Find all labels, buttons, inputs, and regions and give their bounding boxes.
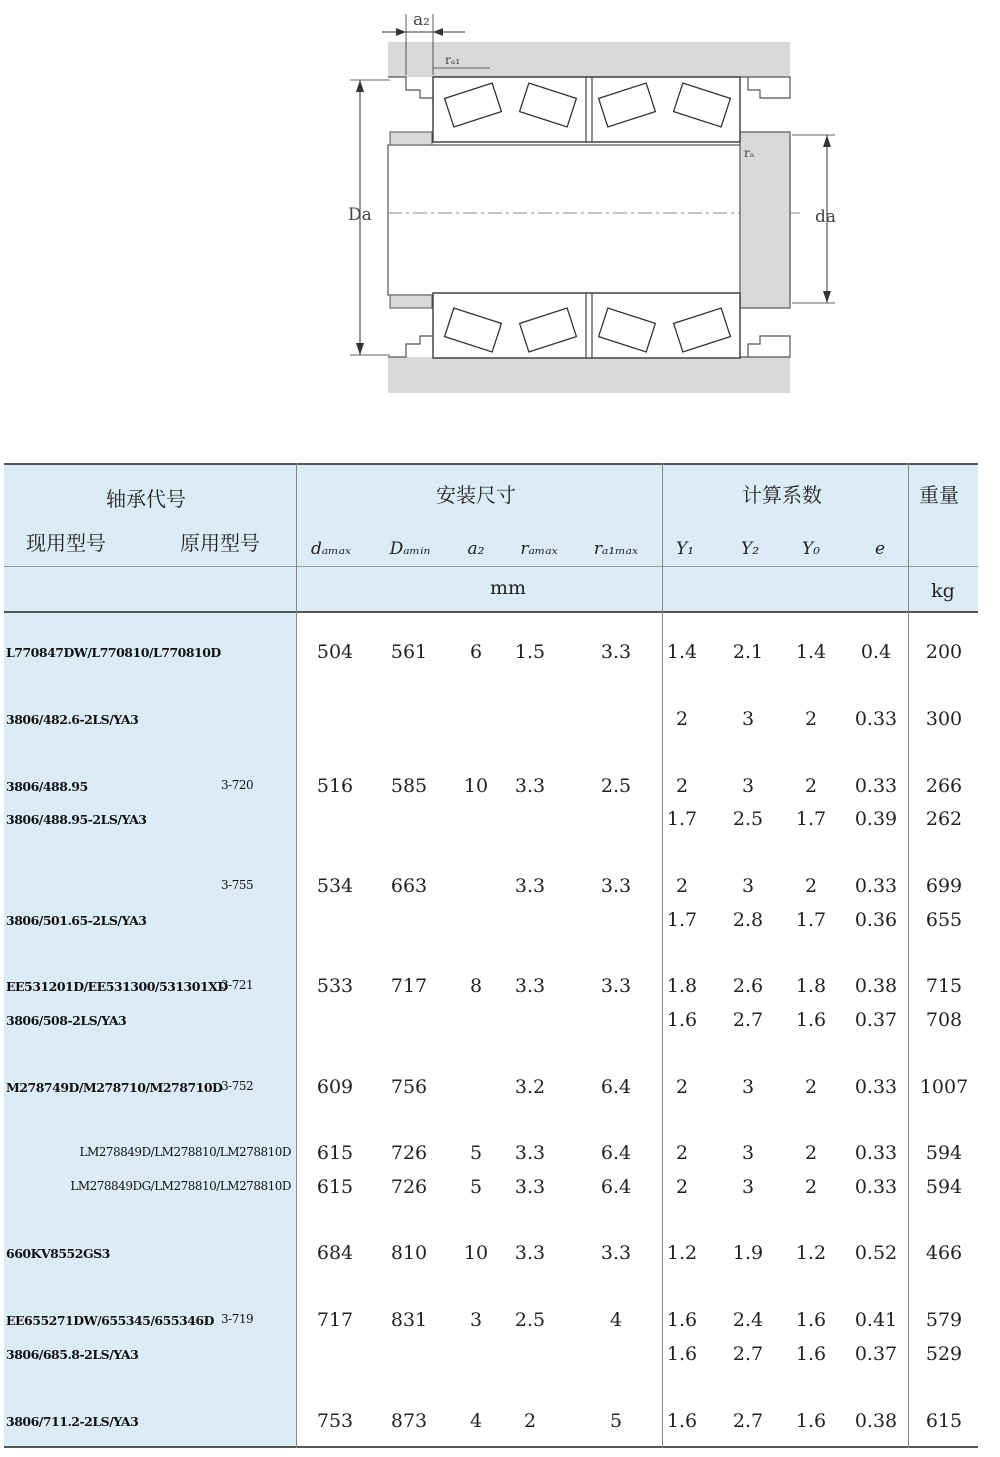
cell-y1: 1.8 bbox=[666, 975, 698, 997]
cell-e: 0.38 bbox=[854, 1410, 898, 1432]
cell-ramax: 3.3 bbox=[514, 1242, 546, 1264]
cell-kg: 262 bbox=[925, 808, 963, 830]
cell-ramax: 3.3 bbox=[514, 875, 546, 897]
cell-damax: 534 bbox=[316, 875, 354, 897]
header-current-model: 现用型号 bbox=[26, 531, 106, 555]
cell-y2: 2.5 bbox=[732, 808, 764, 830]
cell-damin: 726 bbox=[390, 1142, 428, 1164]
cell-ra1max: 5 bbox=[609, 1410, 623, 1432]
cell-y1: 2 bbox=[675, 708, 689, 730]
cell-damax: 615 bbox=[316, 1142, 354, 1164]
unit-kg: kg bbox=[931, 580, 955, 602]
cell-damin: 663 bbox=[390, 875, 428, 897]
cell-y2: 3 bbox=[741, 1076, 755, 1098]
header-calc-factors: 计算系数 bbox=[742, 483, 822, 507]
cell-a2: 5 bbox=[469, 1142, 483, 1164]
cell-kg: 708 bbox=[925, 1009, 963, 1031]
cell-kg: 615 bbox=[925, 1410, 963, 1432]
cell-damax: 717 bbox=[316, 1309, 354, 1331]
cell-y2: 3 bbox=[741, 775, 755, 797]
col-damax: dₐₘₐₓ bbox=[310, 539, 352, 559]
header-bg bbox=[297, 463, 978, 611]
cell-y0: 1.4 bbox=[795, 641, 827, 663]
cell-damin: 810 bbox=[390, 1242, 428, 1264]
cell-damax: 533 bbox=[316, 975, 354, 997]
cell-y2: 2.7 bbox=[732, 1009, 764, 1031]
cell-y1: 1.7 bbox=[666, 808, 698, 830]
cell-y0: 2 bbox=[804, 1076, 818, 1098]
cell-y0: 1.7 bbox=[795, 808, 827, 830]
cell-kg: 200 bbox=[925, 641, 963, 663]
cell-y0: 2 bbox=[804, 1176, 818, 1198]
cell-y1: 1.7 bbox=[666, 909, 698, 931]
cell-y2: 2.1 bbox=[732, 641, 764, 663]
cell-ra1max: 3.3 bbox=[600, 975, 632, 997]
cell-ramax: 3.2 bbox=[514, 1076, 546, 1098]
current-model-cell: 3806/488.95-2LS/YA3 bbox=[6, 812, 147, 827]
old-model-cell: LM278849D/LM278810/LM278810D bbox=[79, 1145, 291, 1159]
cell-ramax: 2.5 bbox=[514, 1309, 546, 1331]
cell-y0: 1.8 bbox=[795, 975, 827, 997]
cell-y1: 2 bbox=[675, 775, 689, 797]
cell-y2: 2.7 bbox=[732, 1410, 764, 1432]
cell-damin: 873 bbox=[390, 1410, 428, 1432]
cell-ramax: 2 bbox=[523, 1410, 537, 1432]
current-model-cell: 3806/508-2LS/YA3 bbox=[6, 1013, 127, 1028]
old-model-cell: 3-721 bbox=[221, 978, 254, 992]
cell-y2: 3 bbox=[741, 1176, 755, 1198]
cell-y0: 2 bbox=[804, 708, 818, 730]
cell-kg: 594 bbox=[925, 1176, 963, 1198]
cell-damax: 615 bbox=[316, 1176, 354, 1198]
header-installation: 安装尺寸 bbox=[436, 483, 516, 507]
cell-a2: 8 bbox=[469, 975, 483, 997]
cell-a2: 4 bbox=[469, 1410, 483, 1432]
col-Damin: Dₐₘᵢₙ bbox=[389, 539, 431, 559]
cell-damin: 717 bbox=[390, 975, 428, 997]
cell-y0: 2 bbox=[804, 775, 818, 797]
cell-y2: 2.8 bbox=[732, 909, 764, 931]
cell-y1: 2 bbox=[675, 1142, 689, 1164]
header-bottom-rule bbox=[4, 611, 978, 613]
cell-damin: 726 bbox=[390, 1176, 428, 1198]
cell-kg: 529 bbox=[925, 1343, 963, 1365]
cell-kg: 466 bbox=[925, 1242, 963, 1264]
cell-kg: 300 bbox=[925, 708, 963, 730]
cell-damax: 753 bbox=[316, 1410, 354, 1432]
cell-ra1max: 3.3 bbox=[600, 875, 632, 897]
cell-kg: 266 bbox=[925, 775, 963, 797]
cell-damax: 504 bbox=[316, 641, 354, 663]
label-ra: rₐ bbox=[744, 146, 755, 160]
cell-e: 0.52 bbox=[854, 1242, 898, 1264]
table-bottom-rule bbox=[4, 1446, 978, 1448]
old-model-cell: 3-755 bbox=[221, 878, 254, 892]
col-Y2: Y₂ bbox=[740, 539, 760, 559]
cell-damin: 561 bbox=[390, 641, 428, 663]
col-Y1: Y₁ bbox=[675, 539, 695, 559]
cell-ra1max: 3.3 bbox=[600, 641, 632, 663]
cell-e: 0.39 bbox=[854, 808, 898, 830]
cell-e: 0.37 bbox=[854, 1343, 898, 1365]
cell-ramax: 3.3 bbox=[514, 775, 546, 797]
current-model-cell: 3806/711.2-2LS/YA3 bbox=[6, 1414, 139, 1429]
cell-e: 0.4 bbox=[860, 641, 892, 663]
current-model-cell: 660KV8552GS3 bbox=[6, 1246, 110, 1261]
cell-y0: 1.7 bbox=[795, 909, 827, 931]
cell-y1: 1.6 bbox=[666, 1410, 698, 1432]
current-model-cell: EE655271DW/655345/655346D bbox=[6, 1313, 214, 1328]
cell-e: 0.36 bbox=[854, 909, 898, 931]
cell-kg: 699 bbox=[925, 875, 963, 897]
divider-install bbox=[662, 463, 663, 1448]
current-model-cell: 3806/685.8-2LS/YA3 bbox=[6, 1347, 139, 1362]
cell-y0: 1.6 bbox=[795, 1410, 827, 1432]
cell-damin: 831 bbox=[390, 1309, 428, 1331]
old-model-cell: 3-752 bbox=[221, 1079, 254, 1093]
cell-y0: 1.6 bbox=[795, 1009, 827, 1031]
cell-ramax: 3.3 bbox=[514, 975, 546, 997]
cell-ramax: 3.3 bbox=[514, 1142, 546, 1164]
divider-calc bbox=[908, 463, 909, 1448]
label-Da: Da bbox=[348, 205, 372, 225]
cell-damin: 585 bbox=[390, 775, 428, 797]
cell-ra1max: 6.4 bbox=[600, 1176, 632, 1198]
cell-a2: 6 bbox=[469, 641, 483, 663]
header-bearing-code: 轴承代号 bbox=[106, 487, 186, 511]
cell-kg: 715 bbox=[925, 975, 963, 997]
bearing-table bbox=[4, 463, 978, 1448]
cell-y0: 1.2 bbox=[795, 1242, 827, 1264]
cell-y2: 3 bbox=[741, 1142, 755, 1164]
cell-kg: 594 bbox=[925, 1142, 963, 1164]
cell-y2: 3 bbox=[741, 708, 755, 730]
cell-e: 0.33 bbox=[854, 1076, 898, 1098]
old-model-cell: LM278849DG/LM278810/LM278810D bbox=[70, 1179, 291, 1193]
cell-kg: 655 bbox=[925, 909, 963, 931]
cell-y1: 2 bbox=[675, 875, 689, 897]
cell-ramax: 1.5 bbox=[514, 641, 546, 663]
cell-y1: 1.4 bbox=[666, 641, 698, 663]
cell-damax: 516 bbox=[316, 775, 354, 797]
cell-e: 0.33 bbox=[854, 1142, 898, 1164]
cell-y1: 1.2 bbox=[666, 1242, 698, 1264]
divider-model bbox=[296, 463, 297, 1448]
cell-ra1max: 4 bbox=[609, 1309, 623, 1331]
old-model-cell: 3-719 bbox=[221, 1312, 254, 1326]
label-da: da bbox=[815, 207, 837, 227]
cell-e: 0.33 bbox=[854, 1176, 898, 1198]
cell-e: 0.33 bbox=[854, 708, 898, 730]
cell-damax: 684 bbox=[316, 1242, 354, 1264]
header-old-model: 原用型号 bbox=[180, 531, 260, 555]
cell-a2: 3 bbox=[469, 1309, 483, 1331]
cell-e: 0.38 bbox=[854, 975, 898, 997]
label-ra1: rₐ₁ bbox=[445, 53, 461, 67]
cell-y1: 2 bbox=[675, 1176, 689, 1198]
cell-y2: 3 bbox=[741, 875, 755, 897]
cell-y2: 2.4 bbox=[732, 1309, 764, 1331]
cell-y1: 2 bbox=[675, 1076, 689, 1098]
cell-damax: 609 bbox=[316, 1076, 354, 1098]
cell-y0: 1.6 bbox=[795, 1309, 827, 1331]
cell-kg: 1007 bbox=[919, 1076, 969, 1098]
current-model-cell: L770847DW/L770810/L770810D bbox=[6, 645, 221, 660]
current-model-cell: 3806/482.6-2LS/YA3 bbox=[6, 712, 139, 727]
cell-e: 0.33 bbox=[854, 775, 898, 797]
cell-y1: 1.6 bbox=[666, 1009, 698, 1031]
col-e: e bbox=[874, 539, 886, 559]
table-top-rule bbox=[4, 463, 978, 465]
cell-ra1max: 6.4 bbox=[600, 1076, 632, 1098]
cell-y2: 1.9 bbox=[732, 1242, 764, 1264]
bearing-drawing bbox=[330, 0, 850, 410]
current-model-cell: EE531201D/EE531300/531301XD bbox=[6, 979, 228, 994]
cell-y1: 1.6 bbox=[666, 1343, 698, 1365]
cell-y2: 2.6 bbox=[732, 975, 764, 997]
current-model-cell: M278749D/M278710/M278710D bbox=[6, 1080, 223, 1095]
header-mid-rule bbox=[4, 566, 978, 567]
cell-a2: 10 bbox=[463, 775, 489, 797]
col-a2: a₂ bbox=[467, 539, 485, 559]
cell-ra1max: 2.5 bbox=[600, 775, 632, 797]
cell-ra1max: 3.3 bbox=[600, 1242, 632, 1264]
cell-y1: 1.6 bbox=[666, 1309, 698, 1331]
old-model-cell: 3-720 bbox=[221, 778, 254, 792]
bearing-mounting-diagram bbox=[330, 0, 850, 410]
col-Y0: Y₀ bbox=[801, 539, 821, 559]
current-model-cell: 3806/501.65-2LS/YA3 bbox=[6, 913, 147, 928]
cell-damin: 756 bbox=[390, 1076, 428, 1098]
header-weight: 重量 bbox=[919, 483, 959, 507]
cell-e: 0.37 bbox=[854, 1009, 898, 1031]
unit-mm: mm bbox=[489, 577, 527, 599]
cell-y2: 2.7 bbox=[732, 1343, 764, 1365]
cell-a2: 10 bbox=[463, 1242, 489, 1264]
cell-ra1max: 6.4 bbox=[600, 1142, 632, 1164]
cell-y0: 2 bbox=[804, 875, 818, 897]
cell-a2: 5 bbox=[469, 1176, 483, 1198]
cell-y0: 1.6 bbox=[795, 1343, 827, 1365]
cell-e: 0.41 bbox=[854, 1309, 898, 1331]
cell-ramax: 3.3 bbox=[514, 1176, 546, 1198]
cell-e: 0.33 bbox=[854, 875, 898, 897]
current-model-cell: 3806/488.95 bbox=[6, 779, 88, 794]
cell-kg: 579 bbox=[925, 1309, 963, 1331]
label-a2: a₂ bbox=[413, 10, 430, 30]
cell-y0: 2 bbox=[804, 1142, 818, 1164]
col-ramax: rₐₘₐₓ bbox=[520, 539, 558, 559]
col-ra1max: rₐ₁ₘₐₓ bbox=[593, 539, 639, 559]
